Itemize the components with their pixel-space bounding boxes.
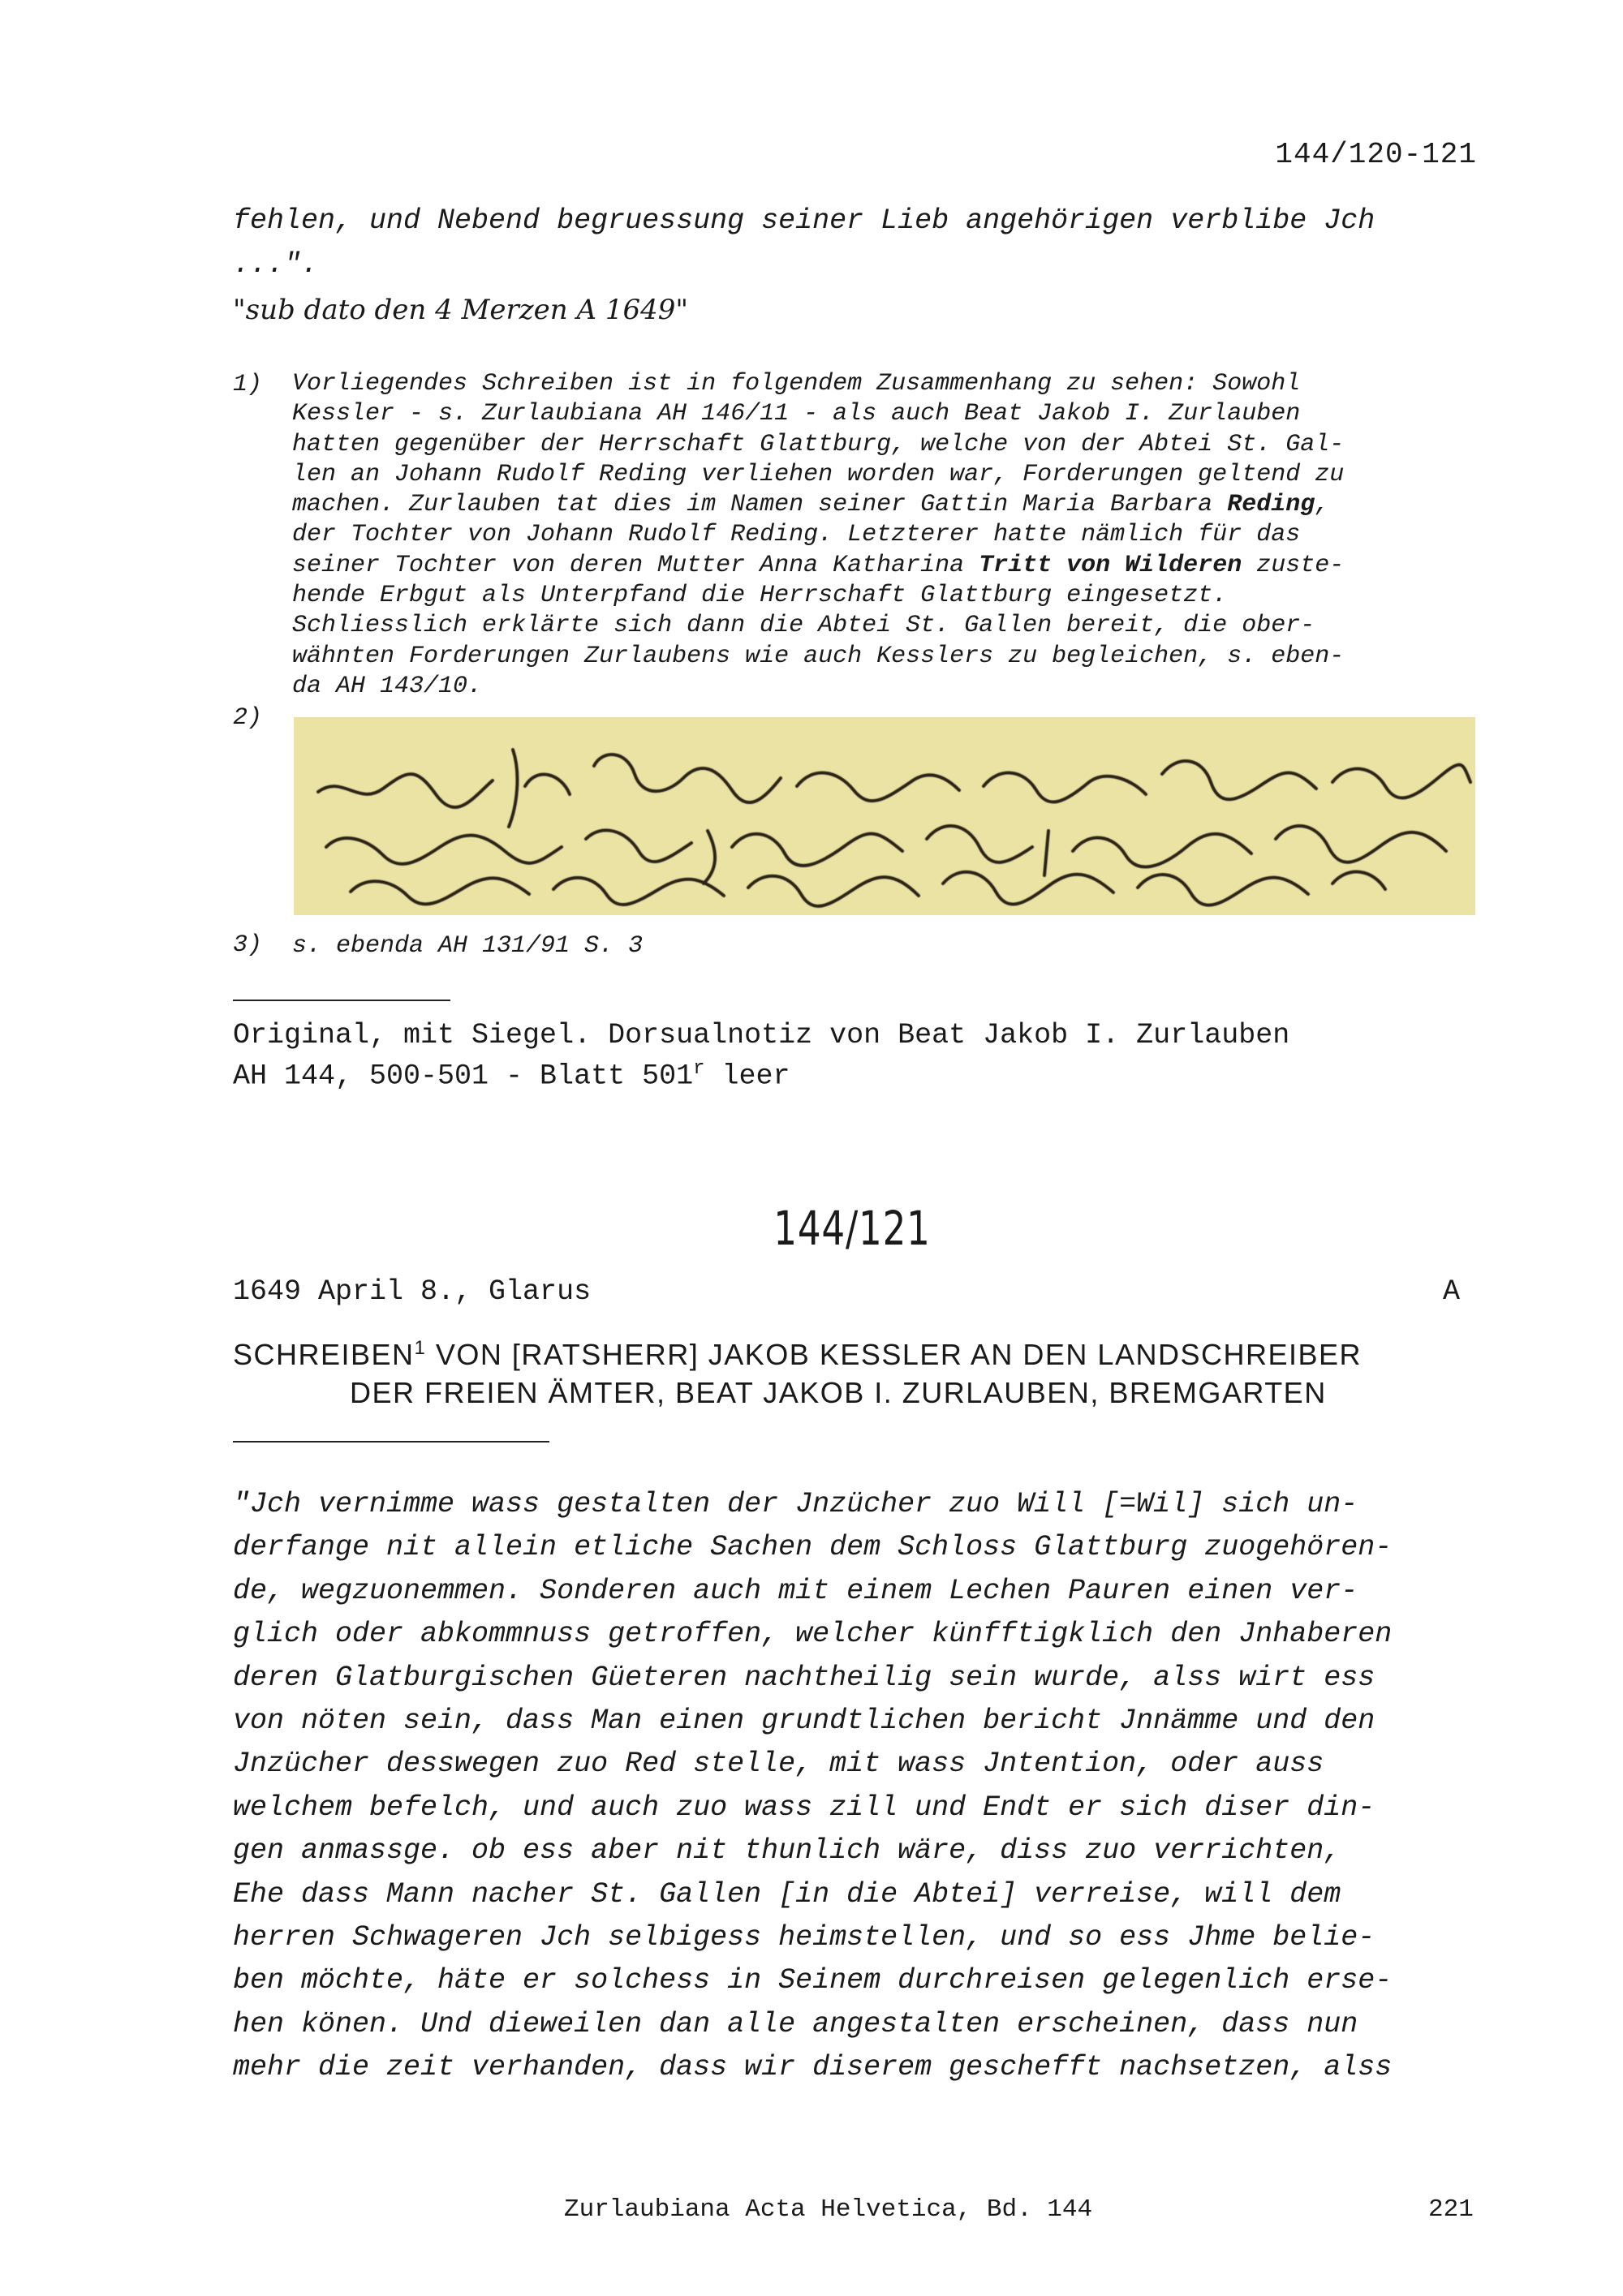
continuation-line-1: fehlen, und Nebend begruessung seiner Lieb angehörigen verblibe Jch [233,204,1375,237]
provenance-line-1: Original, mit Siegel. Dorsualnotiz von Beat Jakob I. Zurlauben [233,1019,1290,1051]
body-line: de, wegzuonemmen. Sonderen auch mit einem Lechen Pauren einen ver- [233,1574,1358,1607]
footnote-1-line: hende Erbgut als Unterpfand die Herrschaft Glattburg eingesetzt. [292,582,1228,610]
footnote-1-line: da AH 143/10. [292,672,483,700]
document-type-letter: A [1443,1275,1461,1308]
name-reding: Reding [1227,491,1315,519]
footnote-1-line: Kessler - s. Zurlaubiana AH 146/11 - als auch Beat Jakob I. Zurlauben [292,400,1301,428]
footer-series: Zurlaubiana Acta Helvetica, Bd. 144 [564,2195,1093,2224]
body-line: von nöten sein, dass Man einen grundtlichen bericht Jnnämme und den [233,1705,1375,1738]
page-reference: 144/120-121 [1275,138,1477,171]
footnote-1-line: hatten gegenüber der Herrschaft Glattburg, welche von der Abtei St. Gal- [292,430,1345,458]
footnote-1-line: wähnten Forderungen Zurlaubens wie auch Kesslers zu begleichen, s. eben- [292,642,1345,670]
footnote-1-line: len an Johann Rudolf Reding verliehen worden war, Forderungen geltend zu [292,460,1345,488]
footnote-1-text [292,369,1477,702]
footnote-1-line: machen. Zurlauben tat dies im Namen seiner Gattin Maria Barbara Reding, [292,491,1330,519]
body-line: welchem befelch, und auch zuo wass zill und Endt er sich diser din- [233,1791,1375,1824]
body-line: deren Glatburgischen Güeteren nachtheilig sein wurde, alss wirt ess [233,1661,1375,1694]
continuation-line-2: ...". [233,248,319,281]
body-line: "Jch vernimme wass gestalten der Jnzücher zuo Will [=Wil] sich un- [233,1488,1358,1520]
footer-page-number: 221 [1428,2195,1474,2224]
letter-body [233,1483,1474,2090]
title-divider-rule [233,1441,549,1443]
divider-rule [233,1000,450,1001]
document-title-line-2: DER FREIEN ÄMTER, BEAT JAKOB I. ZURLAUBEN, BREMGARTEN [350,1376,1327,1409]
body-line: mehr die zeit verhanden, dass wir diserem geschefft nachsetzen, alss [233,2051,1393,2084]
body-line: hen könen. Und dieweilen dan alle angestalten erscheinen, dass nun [233,2007,1358,2040]
footnote-1-line: seiner Tochter von deren Mutter Anna Katharina Tritt von Wilderen zuste- [292,551,1345,579]
footnote-1-marker: 1) [233,371,263,398]
footnote-1-line: Schliesslich erklärte sich dann die Abtei St. Gallen bereit, die ober- [292,612,1315,640]
body-line: derfange nit allein etliche Sachen dem Schloss Glattburg zuogehören- [233,1531,1393,1564]
dateline: "sub dato den 4 Merzen A 1649" [233,294,689,326]
body-line: herren Schwageren Jch selbigess heimstellen, und so ess Jhme belie- [233,1921,1375,1954]
document-number: 144/121 [773,1201,931,1256]
body-line: gen anmassge. ob ess aber nit thunlich wäre, diss zuo verrichten, [233,1834,1341,1868]
manuscript-excerpt-image [294,717,1475,915]
body-line: Jnzücher desswegen zuo Red stelle, mit wass Jntention, oder auss [233,1748,1324,1781]
name-tritt-von-wilderen: Tritt von Wilderen [979,551,1242,579]
footnote-3-marker: 3) [233,931,263,959]
footnote-1-line: Vorliegendes Schreiben ist in folgendem Zusammenhang zu sehen: Sowohl [292,370,1301,398]
body-line: Ehe dass Mann nacher St. Gallen [in die Abtei] verreise, will dem [233,1877,1341,1911]
document-title-line-1: SCHREIBEN$^1$ VON [RATSHERR] JAKOB KESSLER AN DEN LANDSCHREIBER [233,1337,1362,1371]
handwriting-scan [294,717,1475,915]
footnote-3-text: s. ebenda AH 131/91 S. 3 [292,932,644,960]
footnote-1-line: der Tochter von Johann Rudolf Reding. Letzterer hatte nämlich für das [292,521,1301,549]
footnote-2-marker: 2) [233,704,263,732]
date-place: 1649 April 8., Glarus [233,1275,592,1308]
body-line: ben möchte, häte er solchess in Seinem durchreisen gelegenlich erse- [233,1964,1393,1997]
body-line: glich oder abkommnuss getroffen, welcher künfftigklich den Jnhaberen [233,1618,1393,1651]
provenance-line-2: AH 144, 500-501 - Blatt 501$^r$ leer [233,1058,790,1093]
